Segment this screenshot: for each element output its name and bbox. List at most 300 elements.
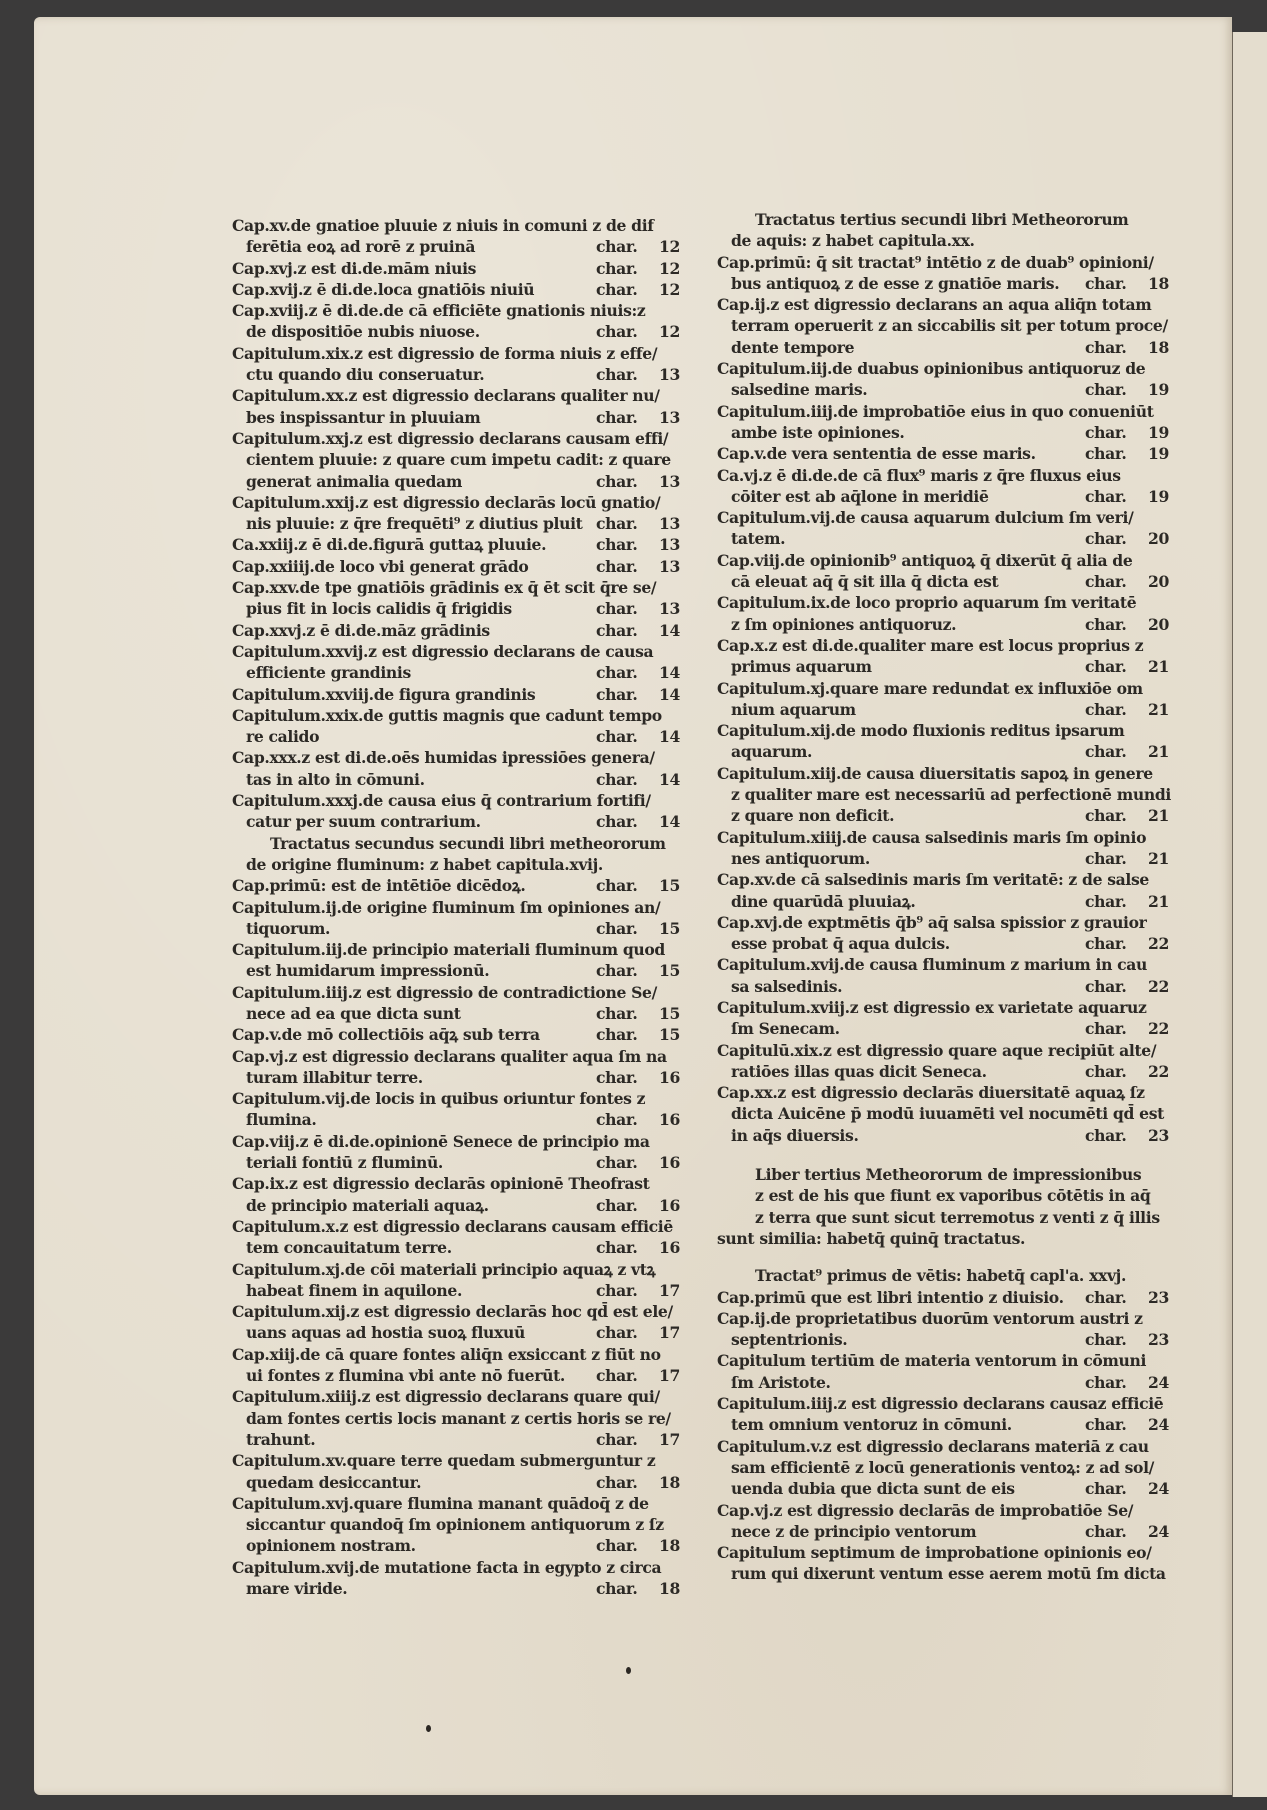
entry-last-line [717, 933, 1169, 954]
folio-reference [596, 364, 680, 385]
entry-text: salsedine maris. [731, 380, 868, 400]
entry-text: rum qui dixerunt ventum esse aerem motū ſm dicta [731, 1564, 1166, 1584]
folio-reference [1085, 1125, 1169, 1146]
folio-label: char. [596, 1195, 638, 1215]
entry-text: Capitulum.xvj.quare flumina manant quādoq̄ z de [232, 1493, 649, 1513]
folio-label: char. [596, 812, 638, 832]
index-entry [717, 1542, 1169, 1585]
folio-number: 21 [1147, 848, 1169, 868]
folio-label: char. [1085, 934, 1127, 954]
folio-reference [596, 662, 680, 683]
entry-text: Capitulum.iij.de duabus opinionibus antiquoruz de [717, 359, 1146, 379]
entry-text: Capitulum septimum de improbatione opinionis eo/ [717, 1543, 1152, 1563]
entry-text: Capitulum.xviij.z est digressio ex varietate aquaruz [717, 997, 1147, 1017]
index-entry [232, 1450, 680, 1493]
folio-label: char. [1085, 742, 1127, 762]
entry-last-line [232, 279, 680, 300]
entry-last-line [232, 513, 680, 534]
folio-label: char. [1085, 1061, 1127, 1081]
entry-text: Capitulum.xiiij.z est digressio declarans quare qui/ [232, 1387, 660, 1407]
folio-label: char. [1085, 1330, 1127, 1350]
index-entry [232, 1301, 680, 1344]
entry-last-line [232, 918, 680, 939]
index-entry [232, 1386, 680, 1450]
entry-last-line [232, 1578, 680, 1599]
folio-reference [1085, 528, 1169, 549]
index-entry [232, 556, 680, 577]
folio-number: 15 [658, 918, 680, 938]
entry-text: Cap.xxx.z est di.de.oēs humidas ipressiōes genera/ [232, 748, 655, 768]
entry-text: bes inspissantur in pluuiam [246, 407, 481, 427]
folio-reference [1085, 933, 1169, 954]
entry-last-line [717, 848, 1169, 869]
folio-number: 16 [658, 1153, 680, 1173]
entry-last-line [232, 1024, 680, 1045]
folio-number: 12 [658, 279, 680, 299]
entry-text: nes antiquorum. [731, 848, 870, 868]
entry-text: Capitulum.iiij.de improbatiōe eius in quo conueniūt [717, 401, 1154, 421]
index-entry [717, 358, 1169, 401]
folio-number: 24 [1147, 1415, 1169, 1435]
entry-text: Capitulum.xxj.z est digressio declarans causam effi/ [232, 428, 669, 448]
index-entry [232, 258, 680, 279]
folio-label: char. [1085, 337, 1127, 357]
folio-label: char. [596, 663, 638, 683]
entry-last-line [232, 534, 680, 555]
entry-text: Cap.viij.z ē di.de.opinionē Senece de principio ma [232, 1131, 650, 1151]
folio-label: char. [596, 1472, 638, 1492]
tractatus-heading [232, 833, 680, 876]
index-entry [717, 401, 1169, 444]
entry-last-line [717, 699, 1169, 720]
folio-reference [1085, 699, 1169, 720]
folio-number: 20 [1147, 572, 1169, 592]
folio-number: 13 [658, 407, 680, 427]
entry-last-line [717, 1125, 1169, 1146]
folio-number: 21 [1147, 891, 1169, 911]
entry-text: bus antiquoꝝ z de esse z gnatiōe maris. [731, 273, 1060, 293]
folio-reference [596, 321, 680, 342]
entry-text: Cap.xv.de cā salsedinis maris ſm veritatē: z de salse [717, 870, 1149, 890]
entry-last-line [717, 528, 1169, 549]
entry-text: z ſm opiniones antiquoruz. [731, 614, 957, 634]
entry-text: tatem. [731, 529, 786, 549]
entry-text: Capitulum.x.z est digressio declarans causam efficiē [232, 1216, 673, 1236]
folio-reference [596, 1365, 680, 1386]
folio-number: 13 [658, 556, 680, 576]
folio-number: 18 [658, 1536, 680, 1556]
index-entry [717, 1500, 1169, 1543]
entry-text: Ca.xxiij.z ē di.de.figurā guttaꝝ pluuie. [232, 535, 547, 555]
entry-text: de principio materiali aquaꝝ. [246, 1195, 489, 1215]
heading-line: Tractatus tertius secundi libri Metheororum [755, 210, 1129, 229]
index-entry [717, 592, 1169, 635]
entry-text: Cap.v.de mō collectiōis aq̄ꝝ sub terra [232, 1025, 540, 1045]
entry-text: nece ad ea que dicta sunt [246, 1003, 461, 1023]
heading-line: Liber tertius Metheororum de impressionibus [755, 1165, 1142, 1185]
index-entry [717, 1308, 1169, 1351]
index-entry [232, 577, 680, 620]
folio-label: char. [1085, 380, 1127, 400]
folio-label: char. [596, 1238, 638, 1258]
entry-last-line [232, 407, 680, 428]
entry-text: Capitulum.xiiij.de causa salsedinis maris ſm opinio [717, 827, 1147, 847]
entry-text: Cap.xv.de gnatioe pluuie z niuis in comuni z de dif [232, 216, 654, 235]
entry-text: aquarum. [731, 742, 813, 762]
entry-text: dine quarūdā pluuiaꝝ. [731, 891, 916, 911]
entry-text: Cap.primū que est libri intentio z diuisio. [717, 1287, 1064, 1307]
entry-last-line [232, 662, 680, 683]
folio-reference [1085, 891, 1169, 912]
folio-reference [1085, 1329, 1169, 1350]
entry-text: primus aquarum [731, 657, 872, 677]
heading-line: de origine fluminum: z habet capitula.xvij. [246, 854, 603, 874]
entry-text: dente tempore [731, 337, 855, 357]
folio-number: 22 [1147, 976, 1169, 996]
folio-label: char. [1085, 422, 1127, 442]
folio-number: 21 [1147, 806, 1169, 826]
entry-text: Capitulum.iiij.z est digressio declarans causaz efficiē [717, 1394, 1164, 1414]
folio-label: char. [596, 1110, 638, 1130]
entry-last-line [717, 891, 1169, 912]
entry-text: Capitulum.vij.de locis in quibus oriuntur fontes z [232, 1089, 646, 1109]
heading-line: Tractatus secundus secundi libri metheororum [270, 833, 666, 853]
folio-number: 14 [658, 812, 680, 832]
folio-number: 12 [658, 237, 680, 257]
entry-text: Cap.v.de vera sententia de esse maris. [717, 444, 1036, 464]
folio-label: char. [596, 769, 638, 789]
adjacent-page-edge [1232, 32, 1267, 1797]
folio-number: 17 [658, 1280, 680, 1300]
entry-text: Capitulum.xix.z est digressio de forma niuis z effe/ [232, 343, 658, 363]
folio-number: 12 [658, 258, 680, 278]
index-entry [717, 912, 1169, 955]
entry-text: Capitulum.xxix.de guttis magnis que cadunt tempo [232, 705, 662, 725]
entry-text: turam illabitur terre. [246, 1067, 423, 1087]
entry-text: opinionem nostram. [246, 1536, 416, 1556]
entry-last-line [232, 1472, 680, 1493]
folio-label: char. [1085, 444, 1127, 464]
folio-number: 21 [1147, 699, 1169, 719]
entry-last-line [232, 236, 680, 257]
entry-text: Cap.vj.z est digressio declarās de improbatiōe Se/ [717, 1500, 1134, 1520]
entry-text: esse probat q̄ aqua dulcis. [731, 934, 950, 954]
entry-last-line [232, 1109, 680, 1130]
index-entry [232, 1046, 680, 1089]
folio-number: 16 [658, 1195, 680, 1215]
folio-reference [596, 1109, 680, 1130]
folio-number: 15 [658, 1025, 680, 1045]
folio-number: 23 [1147, 1330, 1169, 1350]
folio-label: char. [1085, 1287, 1127, 1307]
heading-line: z terra que sunt sicut terremotus z venti z q̄ illis [755, 1207, 1160, 1227]
entry-last-line [717, 805, 1169, 826]
heading-line: z est de his que fiunt ex vaporibus cōtētis in aq̄ [755, 1186, 1151, 1206]
entry-last-line [232, 1280, 680, 1301]
folio-reference [596, 1535, 680, 1556]
entry-last-line [232, 1322, 680, 1343]
index-entry [717, 465, 1169, 508]
folio-reference [1085, 848, 1169, 869]
entry-text: Cap.xxv.de tpe gnatiōis grādinis ex q̄ ēt scit q̄re se/ [232, 578, 657, 598]
index-entry [232, 939, 680, 982]
folio-label: char. [596, 1025, 638, 1045]
folio-reference [596, 1472, 680, 1493]
entry-last-line [232, 321, 680, 342]
entry-text: dam fontes certis locis manant z certis horis se re/ [246, 1408, 671, 1428]
folio-label: char. [596, 471, 638, 491]
folio-reference [1085, 337, 1169, 358]
entry-last-line [232, 1365, 680, 1386]
index-entry [232, 1557, 680, 1600]
index-entry [232, 343, 680, 386]
entry-text: pius fit in locis calidis q̄ frigidis [246, 599, 512, 619]
folio-label: char. [1085, 891, 1127, 911]
index-entry [717, 1436, 1169, 1500]
index-entry [717, 954, 1169, 997]
entry-text: sa salsedinis. [731, 976, 843, 996]
folio-reference [1085, 571, 1169, 592]
folio-number: 19 [1147, 422, 1169, 442]
entry-text: ferētia eoꝝ ad rorē z pruinā [246, 237, 476, 257]
entry-text: Capitulum.vij.de causa aquarum dulcium ſm veri/ [717, 508, 1134, 528]
folio-number: 20 [1147, 614, 1169, 634]
index-entry [717, 1082, 1169, 1146]
entry-text: Cap.x.z est di.de.qualiter mare est locus proprius z [717, 635, 1144, 655]
ink-spot [426, 1725, 431, 1732]
entry-last-line [232, 1152, 680, 1173]
entry-text: quedam desiccantur. [246, 1472, 422, 1492]
entry-last-line [717, 273, 1169, 294]
folio-reference [596, 1195, 680, 1216]
folio-number: 18 [658, 1472, 680, 1492]
index-entry [232, 534, 680, 555]
entry-last-line [232, 960, 680, 981]
entry-last-line [717, 1018, 1169, 1039]
index-entry [232, 215, 680, 258]
index-entry [717, 869, 1169, 912]
entry-text: Capitulum.xvij.de mutatione facta in egypto z circa [232, 1557, 662, 1577]
entry-last-line [232, 1535, 680, 1556]
folio-number: 22 [1147, 1061, 1169, 1081]
index-entry [717, 827, 1169, 870]
folio-number: 14 [658, 620, 680, 640]
folio-label: char. [596, 1067, 638, 1087]
folio-number: 12 [658, 322, 680, 342]
folio-label: char. [596, 684, 638, 704]
folio-reference [596, 875, 680, 896]
entry-last-line [232, 1429, 680, 1450]
folio-reference [1085, 1478, 1169, 1499]
folio-reference [1085, 614, 1169, 635]
entry-text: uans aquas ad hostia suoꝝ fluxuū [246, 1323, 525, 1343]
folio-label: char. [596, 535, 638, 555]
folio-number: 14 [658, 727, 680, 747]
index-entry [717, 507, 1169, 550]
entry-text: Ca.vj.z ē di.de.de cā flux⁹ maris z q̄re fluxus eius [717, 465, 1121, 485]
folio-label: char. [1085, 1479, 1127, 1499]
tractatus-heading [717, 209, 1169, 252]
folio-number: 16 [658, 1238, 680, 1258]
entry-text: tiquorum. [246, 918, 331, 938]
entry-text: Capitulum.xiij.de causa diuersitatis sapoꝝ in genere [717, 763, 1153, 783]
entry-last-line [717, 656, 1169, 677]
entry-last-line [232, 620, 680, 641]
entry-last-line [717, 422, 1169, 443]
entry-text: Capitulū.xix.z est digressio quare aque recipiūt alte/ [717, 1040, 1157, 1060]
entry-text: tem concauitatum terre. [246, 1238, 452, 1258]
index-entry [717, 997, 1169, 1040]
folio-label: char. [596, 961, 638, 981]
folio-reference [1085, 1372, 1169, 1393]
index-entry [232, 300, 680, 343]
folio-label: char. [1085, 1521, 1127, 1541]
entry-text: uenda dubia que dicta sunt de eis [731, 1479, 1015, 1499]
folio-reference [1085, 422, 1169, 443]
folio-label: char. [596, 365, 638, 385]
entry-text: Capitulum.xxij.z est digressio declarās locū gnatio/ [232, 492, 661, 512]
folio-reference [1085, 273, 1169, 294]
folio-reference [596, 1067, 680, 1088]
entry-text: ſm Senecam. [731, 1019, 840, 1039]
entry-text: est humidarum impressionū. [246, 961, 490, 981]
folio-reference [596, 407, 680, 428]
entry-last-line [232, 769, 680, 790]
entry-text: nece z de principio ventorum [731, 1521, 977, 1541]
folio-reference [596, 279, 680, 300]
entry-text: z qualiter mare est necessariū ad perfectionē mundi [731, 785, 1171, 805]
folio-label: char. [1085, 848, 1127, 868]
index-entry [717, 678, 1169, 721]
entry-text: teriali fontiū z fluminū. [246, 1153, 444, 1173]
folio-reference [1085, 1061, 1169, 1082]
folio-reference [1085, 1287, 1169, 1308]
folio-label: char. [1085, 1019, 1127, 1039]
folio-reference [596, 1280, 680, 1301]
index-entry [232, 620, 680, 641]
index-entry [232, 1131, 680, 1174]
folio-label: char. [596, 279, 638, 299]
folio-number: 17 [658, 1429, 680, 1449]
book-heading [717, 1164, 1169, 1249]
entry-text: de dispositiōe nubis niuose. [246, 322, 480, 342]
entry-text: Capitulum.xij.z est digressio declarās hoc qd̄ est ele/ [232, 1302, 673, 1322]
entry-last-line [717, 1372, 1169, 1393]
entry-text: generat animalia quedam [246, 471, 463, 491]
folio-label: char. [1085, 486, 1127, 506]
entry-text: Capitulum.xxxj.de causa eius q̄ contrarium fortifi/ [232, 791, 651, 811]
folio-reference [596, 471, 680, 492]
entry-text: Cap.xiij.de cā quare fontes aliq̄n exsiccant z fiūt no [232, 1344, 661, 1364]
folio-reference [1085, 486, 1169, 507]
folio-number: 17 [658, 1366, 680, 1386]
entry-text: Capitulum.v.z est digressio declarans materiā z cau [717, 1436, 1149, 1456]
folio-label: char. [596, 620, 638, 640]
ink-spot [626, 1667, 631, 1674]
entry-last-line [232, 258, 680, 279]
index-entry [717, 294, 1169, 358]
entry-last-line [717, 614, 1169, 635]
folio-number: 13 [658, 471, 680, 491]
entry-text: tem omnium ventoruz in cōmuni. [731, 1415, 1012, 1435]
entry-last-line [717, 741, 1169, 762]
folio-reference [596, 513, 680, 534]
heading-line: sunt similia: habetq̄ quinq̄ tractatus. [717, 1228, 1026, 1248]
folio-label: char. [596, 556, 638, 576]
folio-number: 15 [658, 961, 680, 981]
index-entry [232, 1216, 680, 1259]
entry-last-line [717, 571, 1169, 592]
folio-label: char. [596, 918, 638, 938]
folio-number: 13 [658, 599, 680, 619]
entry-last-line [232, 364, 680, 385]
index-entry [717, 763, 1169, 827]
entry-text: Cap.xvj.de exptmētis q̄b⁹ aq̄ salsa spissior z grauior [717, 912, 1147, 932]
folio-label: char. [596, 258, 638, 278]
entry-text: Cap.xx.z est digressio declarās diuersitatē aquaꝝ ſz [717, 1083, 1145, 1103]
entry-text: Cap.primū: q̄ sit tractat⁹ intētio z de duab⁹ opinioni/ [717, 252, 1154, 272]
entry-last-line [717, 1478, 1169, 1499]
folio-reference [1085, 379, 1169, 400]
entry-last-line [232, 875, 680, 896]
entry-text: dicta Auicēne p̄ modū iuuamēti vel nocumēti qd̄ est [731, 1104, 1164, 1124]
folio-number: 24 [1147, 1372, 1169, 1392]
entry-last-line [717, 379, 1169, 400]
folio-number: 13 [658, 365, 680, 385]
folio-reference [596, 811, 680, 832]
folio-reference [596, 1003, 680, 1024]
entry-last-line [717, 337, 1169, 358]
folio-label: char. [1085, 657, 1127, 677]
entry-text: siccantur quandoq̄ ſm opinionem antiquorum z ſz [246, 1515, 664, 1535]
folio-label: char. [1085, 699, 1127, 719]
folio-reference [596, 684, 680, 705]
folio-label: char. [1085, 1125, 1127, 1145]
entry-last-line [717, 1329, 1169, 1350]
entry-text: Cap.primū: est de intētiōe dicēdoꝝ. [232, 876, 526, 896]
folio-reference [596, 258, 680, 279]
folio-reference [1085, 741, 1169, 762]
folio-number: 16 [658, 1110, 680, 1130]
entry-text: Cap.xviij.z ē di.de.de cā efficiēte gnationis niuis:z [232, 301, 646, 321]
entry-text: trahunt. [246, 1429, 316, 1449]
entry-text: Capitulum.ij.de origine fluminum ſm opiniones an/ [232, 897, 661, 917]
entry-text: cōiter est ab aq̄lone in meridiē [731, 486, 989, 506]
entry-text: cā eleuat aq̄ q̄ sit illa q̄ dicta est [731, 572, 999, 592]
index-entry [232, 747, 680, 790]
entry-text: Cap.ix.z est digressio declarās opinionē Theofrast [232, 1174, 650, 1194]
folio-label: char. [596, 876, 638, 896]
left-column-index [232, 215, 680, 1599]
right-column-index [717, 209, 1169, 1585]
folio-label: char. [596, 1536, 638, 1556]
folio-label: char. [1085, 806, 1127, 826]
folio-number: 19 [1147, 486, 1169, 506]
folio-reference [596, 918, 680, 939]
entry-text: Capitulum.xvij.de causa fluminum z marium in cau [717, 955, 1148, 975]
entry-text: Capitulum.iiij.z est digressio de contradictione Se/ [232, 982, 657, 1002]
folio-label: char. [596, 407, 638, 427]
folio-number: 17 [658, 1323, 680, 1343]
folio-reference [1085, 656, 1169, 677]
folio-reference [596, 236, 680, 257]
entry-text: Capitulum.xxviij.de figura grandinis [232, 684, 536, 704]
folio-number: 21 [1147, 657, 1169, 677]
entry-text: nis pluuie: z q̄re frequēti⁹ z diutius pluit [246, 514, 583, 534]
folio-label: char. [596, 1323, 638, 1343]
entry-text: ctu quando diu conseruatur. [246, 365, 485, 385]
index-entry [717, 1393, 1169, 1436]
